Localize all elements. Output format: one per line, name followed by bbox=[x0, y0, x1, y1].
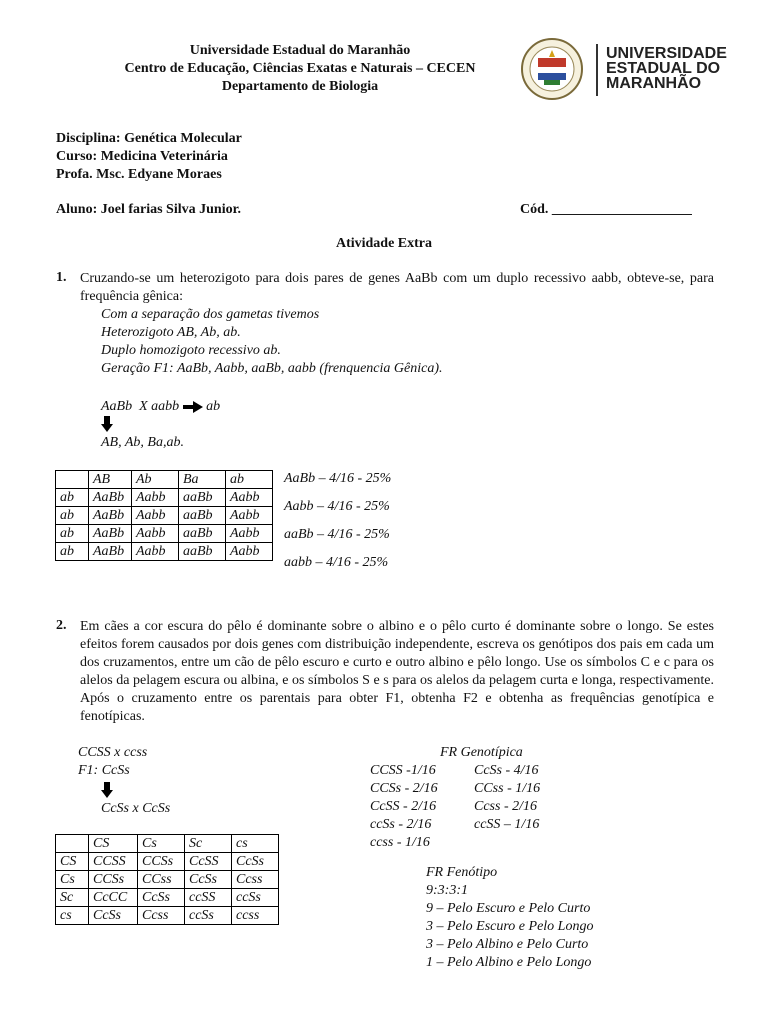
phenotype-entry: 3 – Pelo Albino e Pelo Curto bbox=[426, 937, 589, 952]
table-cell: CCss bbox=[138, 871, 185, 889]
table-cell: AaBb bbox=[89, 543, 132, 561]
center-name: Centro de Educação, Ciências Exatas e Naturais – CECEN bbox=[124, 61, 476, 76]
table-cell: Sc bbox=[56, 889, 89, 907]
f2-cross-q2: CcSs x CcSs bbox=[101, 801, 171, 816]
table-cell: Ab bbox=[132, 471, 179, 489]
table-row bbox=[56, 907, 279, 925]
table-cell: aaBb bbox=[179, 525, 226, 543]
arrow-down-icon bbox=[101, 416, 113, 432]
genotypic-right-column bbox=[474, 762, 540, 834]
table-cell: CcSs bbox=[232, 853, 279, 871]
table-cell: Aabb bbox=[226, 489, 273, 507]
logo-text-1: UNIVERSIDADE bbox=[606, 45, 727, 62]
table-cell: aaBb bbox=[179, 489, 226, 507]
f1-q2: F1: CcSs bbox=[78, 763, 130, 778]
seal-icon bbox=[514, 36, 590, 102]
course: Curso: Medicina Veterinária bbox=[56, 149, 228, 164]
table-cell: aaBb bbox=[179, 543, 226, 561]
table-cell: Aabb bbox=[226, 507, 273, 525]
university-name: Universidade Estadual do Maranhão bbox=[189, 43, 411, 58]
professor: Profa. Msc. Edyane Moraes bbox=[56, 167, 222, 182]
table-cell: CCSs bbox=[89, 871, 138, 889]
table-cell: CcSS bbox=[185, 853, 232, 871]
genotypic-entry: CCSs - 2/16 bbox=[370, 781, 438, 796]
table-header-row bbox=[56, 471, 273, 489]
table-cell: Ccss bbox=[232, 871, 279, 889]
answer-line: Geração F1: AaBb, Aabb, aaBb, aabb (frenquencia Gênica). bbox=[101, 361, 443, 376]
result-q1: Aabb – 4/16 - 25% bbox=[284, 499, 390, 514]
phenotype-block bbox=[426, 864, 593, 972]
gametes-q1: AB, Ab, Ba,ab. bbox=[101, 435, 184, 450]
question-1-answer bbox=[101, 306, 443, 378]
phenotype-title: FR Fenótipo bbox=[426, 865, 498, 880]
activity-title: Atividade Extra bbox=[335, 236, 433, 251]
table-cell: AaBb bbox=[89, 525, 132, 543]
arrow-right-icon bbox=[183, 401, 203, 413]
genotypic-entry: CCss - 1/16 bbox=[474, 781, 541, 796]
table-cell: Aabb bbox=[132, 543, 179, 561]
table-cell: ccSs bbox=[185, 907, 232, 925]
table-cell: CCSs bbox=[138, 853, 185, 871]
punnett-table-q1 bbox=[55, 470, 273, 561]
table-cell: Sc bbox=[185, 835, 232, 853]
punnett-table-q2 bbox=[55, 834, 279, 925]
course-info bbox=[56, 130, 242, 184]
table-row bbox=[56, 543, 273, 561]
table-row bbox=[56, 853, 279, 871]
phenotype-entry: 9 – Pelo Escuro e Pelo Curto bbox=[426, 901, 591, 916]
table-cell: Ba bbox=[179, 471, 226, 489]
logo-text-2: ESTADUAL DO bbox=[606, 60, 721, 77]
student-code: Cód. ____________________ bbox=[520, 202, 692, 217]
table-header-row bbox=[56, 835, 279, 853]
table-cell: CcCC bbox=[89, 889, 138, 907]
table-row bbox=[56, 871, 279, 889]
answer-line: Heterozigoto AB, Ab, ab. bbox=[101, 325, 241, 340]
question-1-text: Cruzando-se um heterozigoto para dois pares de genes AaBb com um duplo recessivo aabb, obteve-se, para frequência gênica: bbox=[80, 271, 714, 304]
institution-header bbox=[60, 42, 540, 96]
result-q1: AaBb – 4/16 - 25% bbox=[284, 471, 392, 486]
question-2-text: Em cães a cor escura do pêlo é dominante sobre o albino e o pêlo curto é dominante sobre o longo. Se estes efeitos forem causados por dois genes com distribuição independente, escreva os genótipos dos pais em cada um dos cruzamentos, entre um cão de pêlo escuro e curto e outro albino e pêlo longo. Use os símbolos C e c para os alelos da pelagem escura ou albina, e os símbolos S e s para os alelos da pelagem curta e longa, respectivamente. Após o cruzamento entre os parentais para obter F1, obtenha F2 e obtenha as frequências genotípica e fenotípicas. bbox=[80, 619, 714, 724]
table-cell: Ccss bbox=[138, 907, 185, 925]
table-cell: Aabb bbox=[226, 543, 273, 561]
logo-text-3: MARANHÃO bbox=[606, 75, 702, 92]
genotypic-title: FR Genotípica bbox=[440, 745, 523, 760]
genotypic-entry: ccSs - 2/16 bbox=[370, 817, 432, 832]
genotypic-entry: CCSS -1/16 bbox=[370, 763, 436, 778]
genotypic-entry: CcSs - 4/16 bbox=[474, 763, 539, 778]
arrow-down-icon bbox=[101, 782, 113, 798]
phenotype-entry: 9:3:3:1 bbox=[426, 883, 468, 898]
table-cell bbox=[56, 471, 89, 489]
question-2-number: 2. bbox=[56, 618, 67, 633]
table-cell: CS bbox=[89, 835, 138, 853]
cross-q1 bbox=[101, 398, 220, 416]
table-cell: ab bbox=[56, 525, 89, 543]
table-cell: ab bbox=[56, 489, 89, 507]
genotypic-left-column bbox=[370, 762, 438, 852]
table-cell: ab bbox=[56, 507, 89, 525]
table-cell: Cs bbox=[138, 835, 185, 853]
genotypic-entry: ccSS – 1/16 bbox=[474, 817, 540, 832]
discipline: Disciplina: Genética Molecular bbox=[56, 131, 242, 146]
logo-divider bbox=[596, 44, 598, 96]
table-cell: ab bbox=[56, 543, 89, 561]
answer-line: Duplo homozigoto recessivo ab. bbox=[101, 343, 281, 358]
table-cell: CcSs bbox=[89, 907, 138, 925]
table-cell: AB bbox=[89, 471, 132, 489]
table-row bbox=[56, 889, 279, 907]
table-cell: ccSS bbox=[185, 889, 232, 907]
table-row bbox=[56, 489, 273, 507]
cross-q2: CCSS x ccss bbox=[78, 745, 148, 760]
table-cell: cs bbox=[56, 907, 89, 925]
table-cell: aaBb bbox=[179, 507, 226, 525]
cross-q1-right: ab bbox=[206, 399, 221, 414]
table-cell: ccss bbox=[232, 907, 279, 925]
table-cell: AaBb bbox=[89, 489, 132, 507]
table-cell: cs bbox=[232, 835, 279, 853]
student-name: Aluno: Joel farias Silva Junior. bbox=[56, 202, 242, 217]
table-row bbox=[56, 507, 273, 525]
table-cell: CcSs bbox=[138, 889, 185, 907]
genotypic-entry: Ccss - 2/16 bbox=[474, 799, 537, 814]
result-q1: aabb – 4/16 - 25% bbox=[284, 555, 389, 570]
table-cell: ab bbox=[226, 471, 273, 489]
table-cell: Aabb bbox=[132, 489, 179, 507]
genotypic-entry: CcSS - 2/16 bbox=[370, 799, 437, 814]
question-1-number: 1. bbox=[56, 270, 67, 285]
department-name: Departamento de Biologia bbox=[221, 79, 379, 94]
table-cell: AaBb bbox=[89, 507, 132, 525]
table-cell: CcSs bbox=[185, 871, 232, 889]
cross-q1-left: AaBb X aabb bbox=[101, 399, 180, 414]
table-cell: Aabb bbox=[132, 507, 179, 525]
university-logo bbox=[514, 36, 754, 102]
table-cell bbox=[56, 835, 89, 853]
result-q1: aaBb – 4/16 - 25% bbox=[284, 527, 390, 542]
genotypic-entry: ccss - 1/16 bbox=[370, 835, 430, 850]
answer-line: Com a separação dos gametas tivemos bbox=[101, 307, 320, 322]
table-row bbox=[56, 525, 273, 543]
table-cell: Aabb bbox=[132, 525, 179, 543]
phenotype-entry: 3 – Pelo Escuro e Pelo Longo bbox=[426, 919, 594, 934]
table-cell: Cs bbox=[56, 871, 89, 889]
table-cell: Aabb bbox=[226, 525, 273, 543]
phenotype-entry: 1 – Pelo Albino e Pelo Longo bbox=[426, 955, 592, 970]
table-cell: CS bbox=[56, 853, 89, 871]
table-cell: ccSs bbox=[232, 889, 279, 907]
table-cell: CCSS bbox=[89, 853, 138, 871]
